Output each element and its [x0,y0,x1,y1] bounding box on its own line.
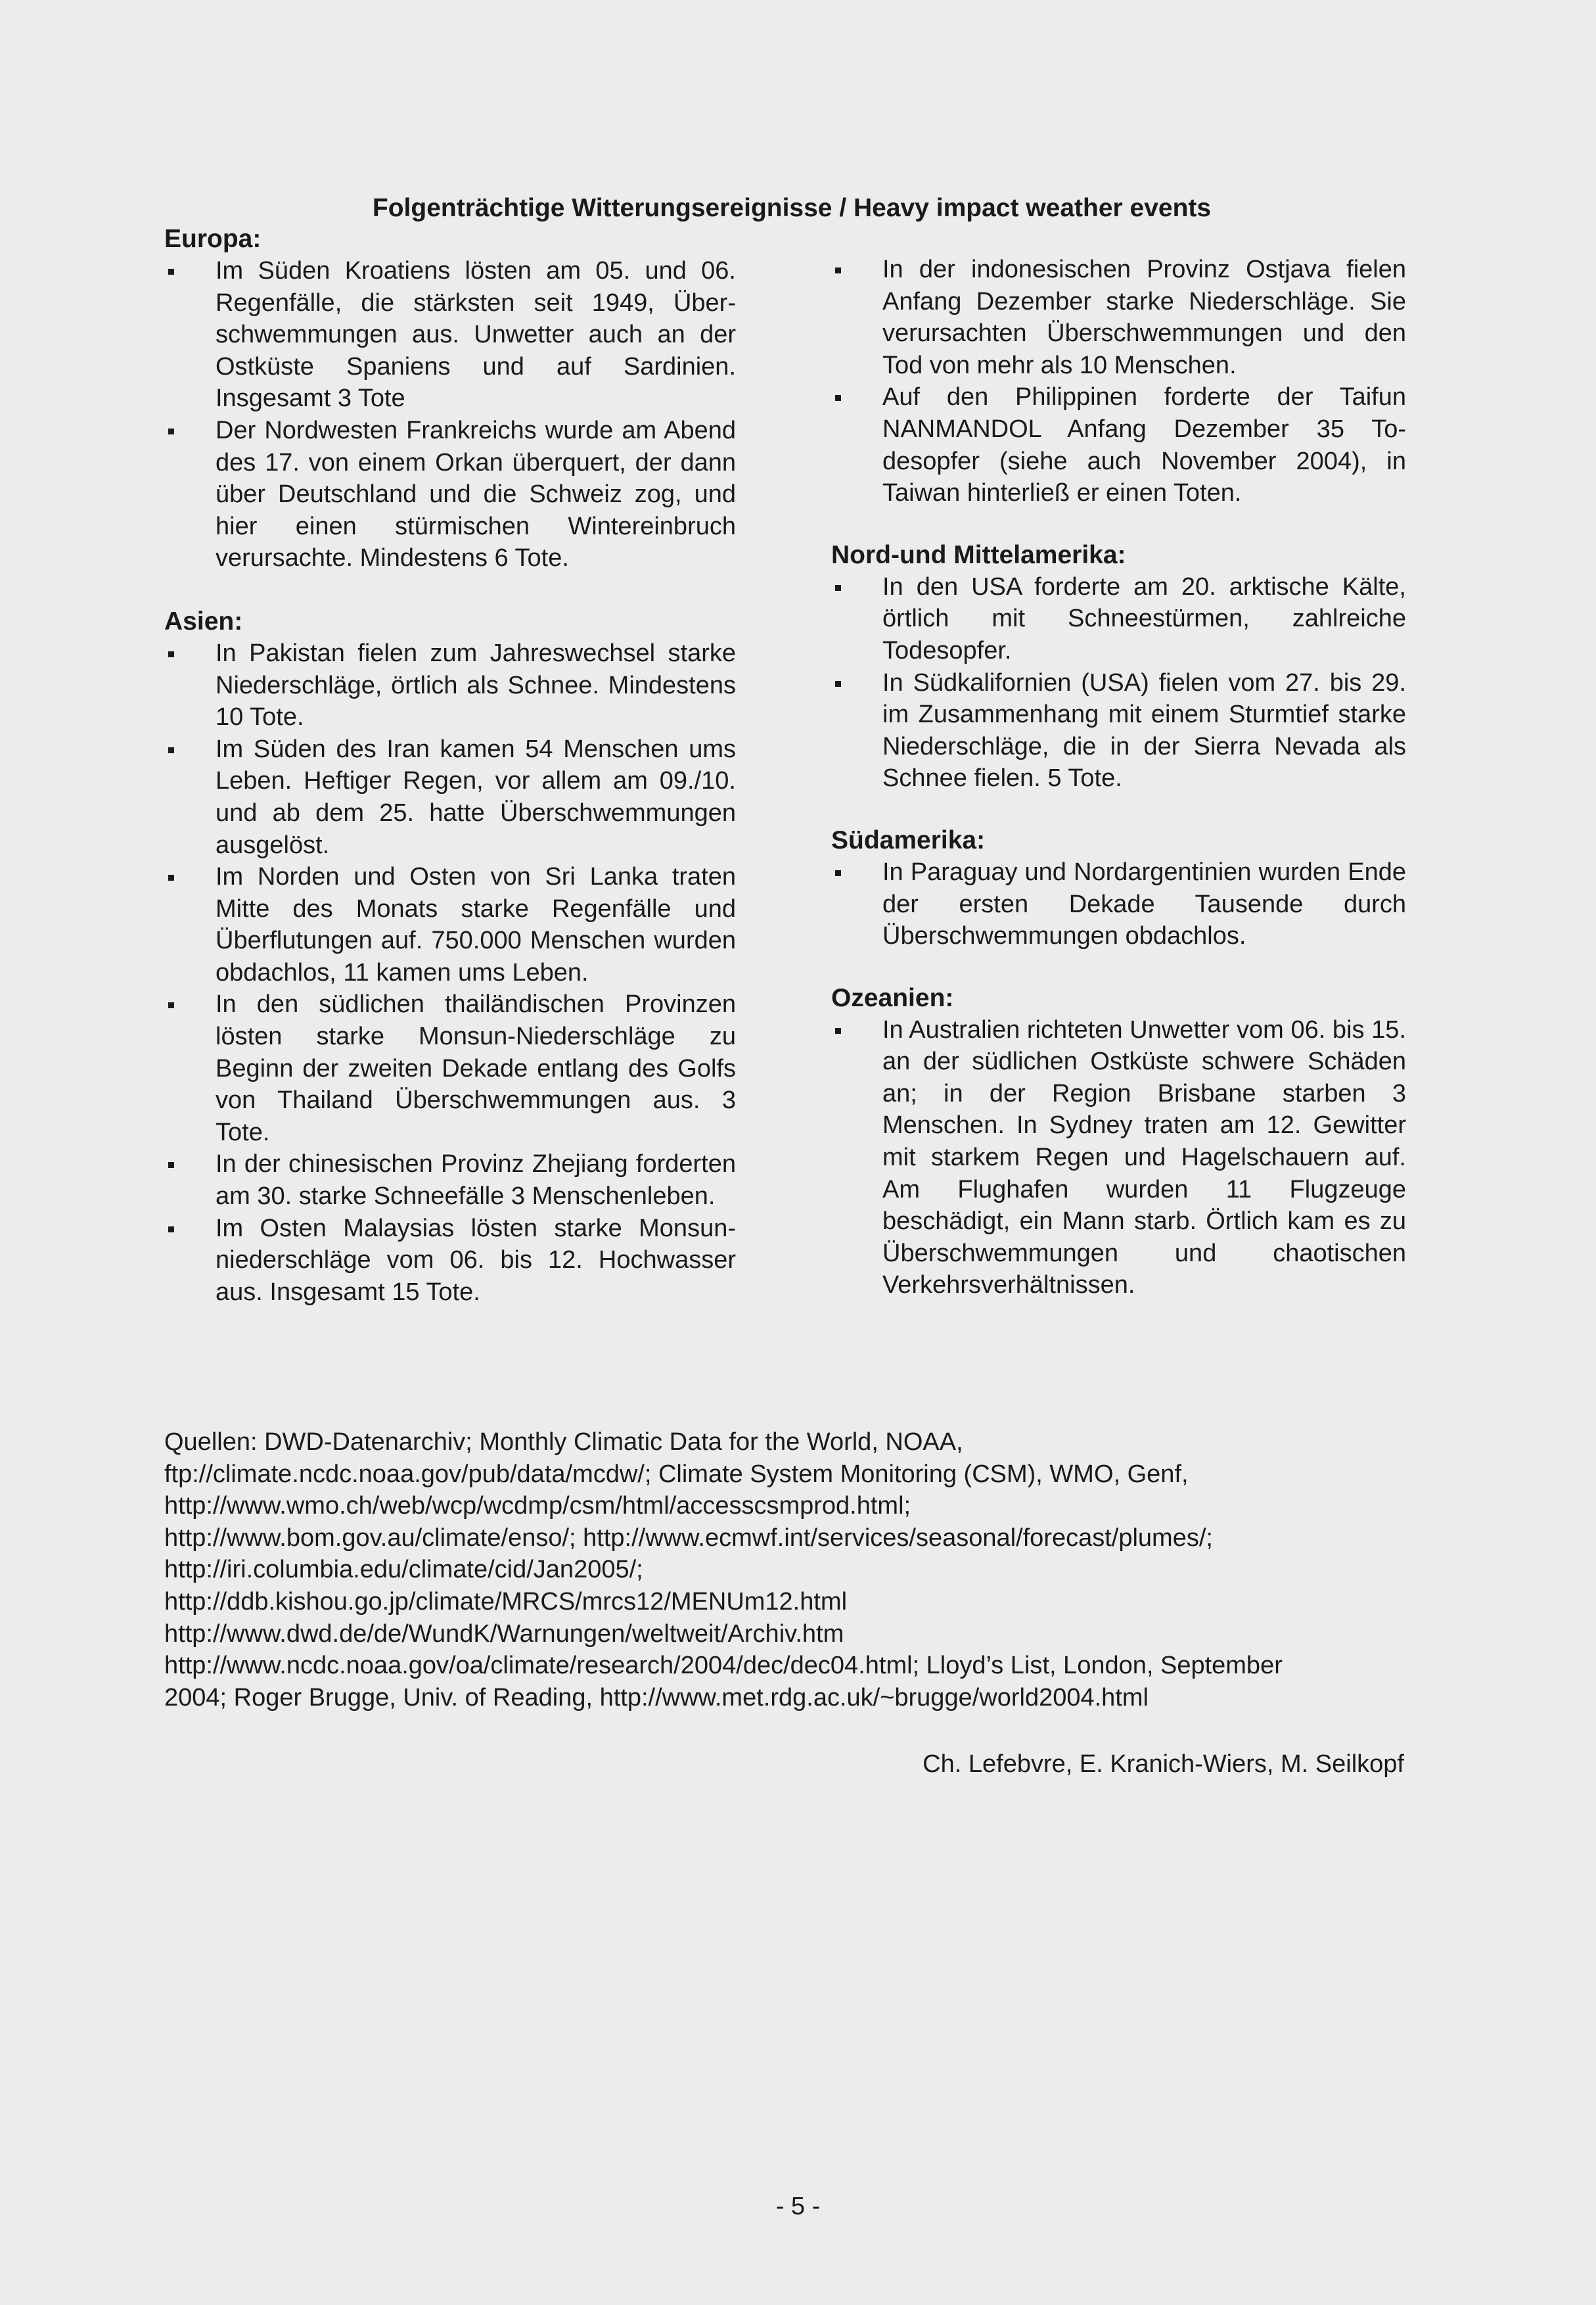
page-number: - 5 - [775,2193,821,2220]
bullet-icon [168,269,174,275]
list-item [164,1148,736,1212]
bullet-icon [168,747,174,753]
list-item [831,381,1406,509]
bullet-icon [835,681,841,687]
event-list [164,638,736,1308]
list-item [164,255,736,415]
event-list [831,571,1406,795]
event-list [164,255,736,574]
list-item-text: In Australien richteten Unwetter vom 06. bis 15. an der südlichen Ostküste schwere Schäden an; in der Region Brisbane starben 3 Menschen. In Sydney traten am 12. Gewitter mit starkem Regen und Hagelschauern auf. Am Flughafen wurden 11 Flugzeuge beschädigt, ein Mann starb. Örtlich kam es zu Überschwemmungen und chaotischen Verkehrsverhältnissen. [882,1015,1406,1299]
list-item [831,254,1406,381]
bullet-icon [168,1002,174,1008]
section-asien [164,606,736,1308]
page-title: Folgenträchtige Witterungsereignisse / Heavy impact weather events [372,194,1212,222]
section-suedamerika [831,825,1406,952]
bullet-icon [168,429,174,434]
bullet-icon [835,1028,841,1034]
list-item-text: Im Süden des Iran kamen 54 Menschen ums Leben. Heftiger Regen, vor allem am 09./10. und ab dem 25. hatte Überschwemmungen ausgelöst. [216,735,736,859]
sources-line: Quellen: DWD-Datenarchiv; Monthly Climatic Data for the World, NOAA, [164,1428,963,1456]
section-europa [164,223,736,574]
section-heading: Ozeanien: [831,983,954,1012]
list-item [831,571,1406,667]
bullet-icon [835,585,841,591]
list-item-text: In Pakistan fielen zum Jahreswechsel starke Niederschläge, örtlich als Schnee. Mindestens 10 Tote. [216,639,736,732]
bullet-icon [835,268,841,273]
sources-block [164,1426,1426,1713]
event-list [831,856,1406,952]
bullet-icon [168,651,174,657]
section-asien-continued [831,254,1406,509]
list-item-text: In Paraguay und Nordargentinien wurden Ende der ersten Dekade Tausende durch Überschwemmungen obdachlos. [882,858,1406,950]
sources-line: http://www.ncdc.noaa.gov/oa/climate/research/2004/dec/dec04.html; Lloyd’s List, London, September [164,1652,1283,1680]
list-item [164,638,736,733]
list-item [831,856,1406,952]
bullet-icon [168,1226,174,1232]
authors: Ch. Lefebvre, E. Kranich-Wiers, M. Seilkopf [923,1750,1404,1778]
list-item-text: In den südlichen thailändischen Provinzen lösten starke Monsun-Niederschläge zu Beginn der zweiten Dekade entlang des Golfs von Thailand Überschwemmungen aus. 3 Tote. [216,990,736,1146]
sources-line: http://www.bom.gov.au/climate/enso/; http://www.ecmwf.int/services/seasonal/forecast/plumes/; [164,1524,1213,1552]
list-item-text: Im Osten Malaysias lösten starke Monsunniederschläge vom 06. bis 12. Hochwasser aus. Insgesamt 15 Tote. [216,1214,736,1306]
list-item-text: In den USA forderte am 20. arktische Kälte, örtlich mit Schneestürmen, zahlreiche Todesopfer. [882,572,1406,664]
sources-line: http://iri.columbia.edu/climate/cid/Jan2005/; [164,1556,643,1584]
section-heading: Nord-und Mittelamerika: [831,540,1126,569]
sources-line: http://www.dwd.de/de/WundK/Warnungen/weltweit/Archiv.htm [164,1619,844,1648]
bullet-icon [835,870,841,876]
event-list [831,254,1406,509]
section-ozeanien [831,983,1406,1301]
left-column [164,223,736,1308]
list-item [831,667,1406,795]
sources-line: http://ddb.kishou.go.jp/climate/MRCS/mrcs12/MENUm12.html [164,1587,848,1616]
list-item [831,1014,1406,1301]
list-item-text: Der Nordwesten Frankreichs wurde am Abend des 17. von einem Orkan überquert, der dann über Deutschland und die Schweiz zog, und hier einen stürmischen Wintereinbruch verursachte. Mindestens 6 Tote. [216,416,736,572]
list-item-text: In der indonesischen Provinz Ostjava fielen Anfang Dezember starke Niederschläge. Sie verursachten Überschwemmungen und den Tod von mehr als 10 Menschen. [882,256,1406,379]
sources-line: http://www.wmo.ch/web/wcp/wcdmp/csm/html/accesscsmprod.html; [164,1492,911,1520]
section-nord-mittelamerika [831,540,1406,795]
sources-line: 2004; Roger Brugge, Univ. of Reading, http://www.met.rdg.ac.uk/~brugge/world2004.html [164,1683,1149,1711]
list-item [164,733,736,861]
list-item-text: Auf den Philippinen forderte der Taifun NANMANDOL Anfang Dezember 35 Todesopfer (siehe auch November 2004), in Taiwan hinterließ er einen Toten. [882,383,1406,507]
section-heading: Europa: [164,225,262,253]
list-item-text: In der chinesischen Provinz Zhejiang forderten am 30. starke Schneefälle 3 Menschenleben. [216,1150,736,1211]
list-item-text: In Südkalifornien (USA) fielen vom 27. bis 29. im Zusammenhang mit einem Sturmtief starke Niederschläge, die in der Sierra Nevada als Schnee fielen. 5 Tote. [882,668,1406,793]
sources-line: ftp://climate.ncdc.noaa.gov/pub/data/mcdw/; Climate System Monitoring (CSM), WMO, Genf, [164,1460,1189,1488]
section-heading: Südamerika: [831,826,986,854]
list-item [164,861,736,989]
right-column [831,254,1406,1301]
list-item [164,989,736,1148]
bullet-icon [835,395,841,401]
bullet-icon [168,1162,174,1168]
list-item [164,415,736,574]
list-item-text: Im Norden und Osten von Sri Lanka traten Mitte des Monats starke Regenfälle und Überflutungen auf. 750.000 Menschen wurden obdachlos, 11 kamen ums Leben. [216,863,736,987]
bullet-icon [168,875,174,881]
list-item-text: Im Süden Kroatiens lösten am 05. und 06. Regenfälle, die stärksten seit 1949, Überschwemmungen aus. Unwetter auch an der Ostküste Spaniens und auf Sardinien. Insgesamt 3 Tote [216,257,736,413]
event-list [831,1014,1406,1301]
list-item [164,1213,736,1309]
section-heading: Asien: [164,607,243,636]
